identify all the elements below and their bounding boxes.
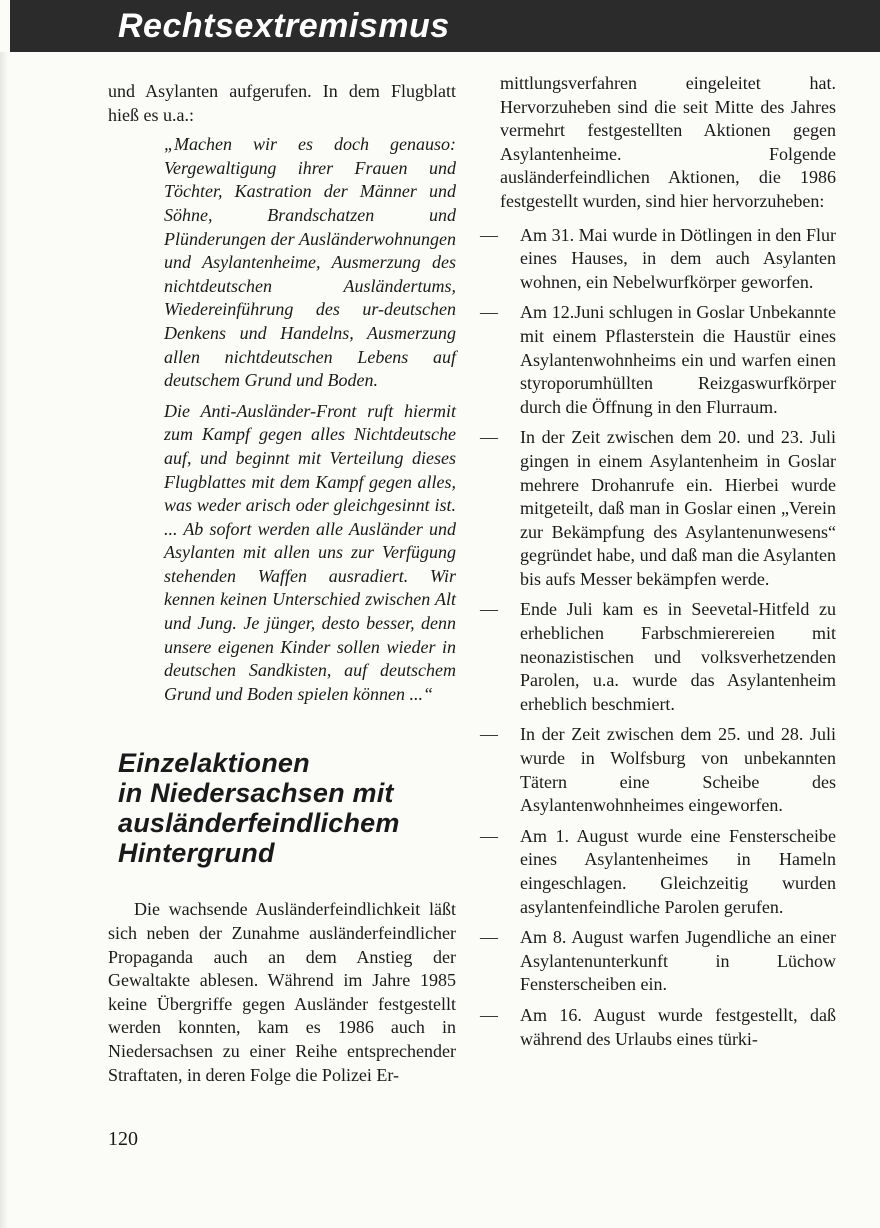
dash-bullet: — xyxy=(480,599,498,620)
dash-bullet: — xyxy=(480,724,498,745)
leaflet-quote xyxy=(164,133,456,706)
event-text: Ende Juli kam es in Seevetal-Hitfeld zu erheblichen Farbschmierereien mit neonazistischen und volksverhetzenden Parolen, u.a. wurde das Asylantenheim erheblich beschmiert. xyxy=(520,599,836,714)
event-text: Am 16. August wurde festgestellt, daß während des Urlaubs eines türki- xyxy=(520,1004,836,1049)
right-column xyxy=(480,72,836,1058)
continuation-paragraph: mittlungsverfahren eingeleitet hat. Hervorzuheben sind die seit Mitte des Jahres vermehrt festgestellten Aktionen gegen Asylantenheime. Folgende ausländerfeindlichen Aktionen, die 1986 festgestellt wurden, sind hier hervorzuheben: xyxy=(500,73,836,211)
dash-bullet: — xyxy=(480,927,498,948)
quote-paragraph: Die Anti-Ausländer-Front ruft hiermit zum Kampf gegen alles Nichtdeutsche auf, und beginnt mit Verteilung dieses Flugblattes mit dem Kampf gegen alles, was weder arisch oder gleichgesinnt ist. ... Ab sofort werden alle Ausländer und Asylanten mit allen uns zur Verfügung stehenden Waffen ausradiert. Wir kennen keinen Unterschied zwischen Alt und Jung. Je jünger, desto besser, denn unsere eigenen Kinder sollen wieder in deutschen Sandkisten, auf deutschem Grund und Boden spielen können ...“ xyxy=(164,400,456,704)
event-list xyxy=(480,224,836,1052)
list-item xyxy=(480,926,836,997)
list-item xyxy=(480,1004,836,1051)
dash-bullet: — xyxy=(480,302,498,323)
event-text: Am 8. August warfen Jugendliche an einer Asylantenunterkunft in Lüchow Fensterscheiben ein. xyxy=(520,927,836,995)
event-text: In der Zeit zwischen dem 25. und 28. Juli wurde in Wolfsburg von unbekannten Tätern eine Scheibe des Asylantenwohnheimes eingeworfen. xyxy=(520,724,836,816)
list-item xyxy=(480,224,836,295)
dash-bullet: — xyxy=(480,224,498,245)
list-item xyxy=(480,598,836,716)
page-title: Rechtsextremismus xyxy=(118,7,450,45)
section-heading xyxy=(118,748,456,868)
section-heading-line: Einzelaktionen xyxy=(118,748,310,779)
dash-bullet: — xyxy=(480,825,498,846)
dash-bullet: — xyxy=(480,427,498,448)
event-text: In der Zeit zwischen dem 20. und 23. Juli gingen in einem Asylantenheim in Goslar mehrere Drohanrufe ein. Hierbei wurde mitgeteilt, daß man in Goslar einen „Verein zur Bekämpfung des Asylantenunwesens“ gegründet habe, und daß man die Asylanten bis aufs Messer bekämpfen werde. xyxy=(520,427,836,589)
event-text: Am 12.Juni schlugen in Goslar Unbekannte mit einem Pflasterstein die Haustür eines Asylantenwohnheims ein und warfen einen styroporumhüllten Reizgaswurfkörper durch die Öffnung in den Flurraum. xyxy=(520,302,836,417)
event-text: Am 1. August wurde eine Fensterscheibe eines Asylantenheimes in Hameln eingeschlagen. Gleichzeitig wurden asylantenfeindliche Parolen gerufen. xyxy=(520,825,836,917)
section-heading-line: ausländerfeindlichem xyxy=(118,808,400,839)
left-column xyxy=(108,80,456,1087)
list-item xyxy=(480,825,836,919)
section-heading-line: in Niedersachsen mit xyxy=(118,778,394,809)
section-heading-line: Hintergrund xyxy=(118,838,275,869)
list-item xyxy=(480,426,836,591)
list-item xyxy=(480,301,836,419)
page-edge-shadow xyxy=(0,52,8,1228)
header-bar xyxy=(10,0,880,52)
body-paragraph: Die wachsende Ausländerfeindlichkeit läßt sich neben der Zunahme ausländerfeindlicher Propaganda auch an dem Anstieg der Gewaltakte ablesen. Während im Jahre 1985 keine Übergriffe gegen Ausländer festgestellt werden konnten, kam es 1986 auch in Niedersachsen zu einer Reihe entsprechender Straftaten, in deren Folge die Polizei Er- xyxy=(108,899,456,1085)
event-text: Am 31. Mai wurde in Dötlingen in den Flur eines Hauses, in dem auch Asylanten wohnen, ein Nebelwurfkörper geworfen. xyxy=(520,224,836,292)
dash-bullet: — xyxy=(480,1004,498,1025)
list-item xyxy=(480,723,836,817)
quote-paragraph: „Machen wir es doch genauso: Vergewaltigung ihrer Frauen und Töchter, Kastration der Männer und Söhne, Brandschatzen und Plünderungen der Ausländerwohnungen und Asylantenheime, Ausmerzung des nichtdeutschen Ausländertums, Wiedereinführung des ur-deutschen Denkens und Handelns, Ausmerzung allen nichtdeutschen Lebens auf deutschem Grund und Boden. xyxy=(164,134,456,391)
intro-text: und Asylanten aufgerufen. In dem Flugblatt hieß es u.a.: xyxy=(108,81,456,125)
page-number: 120 xyxy=(108,1128,138,1150)
